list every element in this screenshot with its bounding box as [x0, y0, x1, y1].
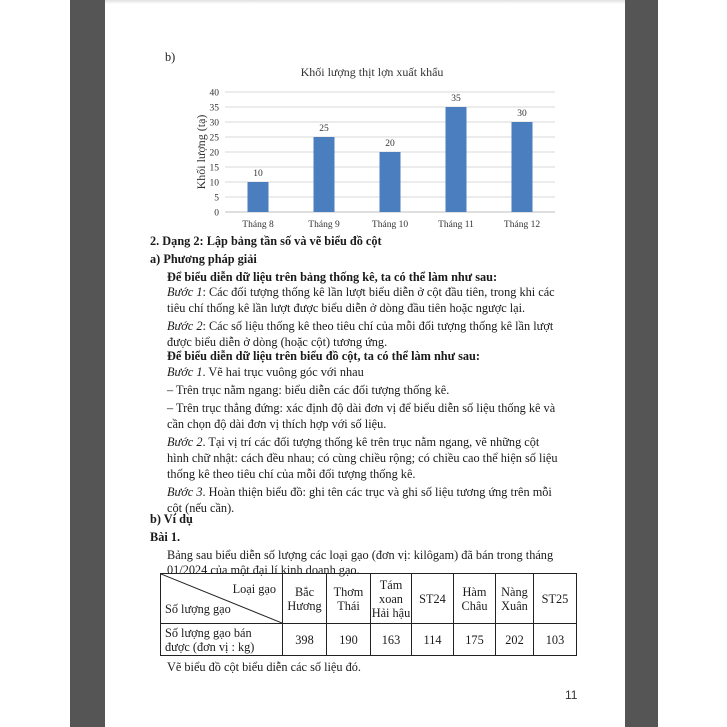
x-tick-label: Tháng 8 [242, 220, 274, 230]
y-tick-label: 0 [214, 208, 219, 219]
y-tick-label: 10 [209, 178, 219, 189]
x-tick-label: Tháng 12 [503, 220, 541, 230]
step-text: thống kê theo tiêu chí của mỗi đối tượng thống kê. [167, 467, 416, 481]
bar [446, 107, 467, 212]
table-value-cell: 202 [496, 624, 534, 656]
y-tick-label: 30 [209, 118, 219, 129]
x-tick-label: Tháng 9 [308, 220, 340, 230]
example-heading: b) Ví dụ [150, 512, 193, 526]
step-line [167, 364, 364, 380]
table-header-cell: Hàm Châu [454, 574, 496, 624]
section2-heading: 2. Dạng 2: Lập bảng tần số và vẽ biểu đồ cột [150, 234, 382, 248]
chart-x-ticks [242, 220, 540, 230]
chart-intro: Để biểu diễn dữ liệu trên biểu đồ cột, ta có thể làm như sau: [167, 349, 480, 363]
table-data-row [161, 624, 577, 656]
data-label: 30 [517, 109, 527, 119]
data-label: 35 [451, 94, 461, 104]
corner-top-label: Loại gạo [232, 582, 276, 596]
step-line [167, 484, 552, 500]
bar [380, 152, 401, 212]
table-value-cell: 190 [327, 624, 371, 656]
table-header-cell: ST25 [534, 574, 577, 624]
y-tick-label: 15 [209, 163, 219, 174]
chart-bars [248, 107, 533, 212]
table-header-cell: ST24 [412, 574, 454, 624]
y-tick-label: 25 [209, 133, 219, 144]
y-tick-label: 35 [209, 103, 219, 114]
step-label: Bước 2 [167, 319, 203, 333]
data-label: 10 [253, 169, 263, 179]
step-text: : Các số liệu thống kê theo tiêu chí của mỗi đối tượng thống kê lần lượt [202, 319, 554, 333]
table-header-cell: Tám xoan Hải hậu [371, 574, 412, 624]
step-text: cột (nếu cần). [167, 501, 235, 515]
step-line [167, 300, 525, 316]
step-line [167, 434, 539, 450]
exercise-title: Bài 1. [150, 530, 181, 544]
bar-chart [185, 60, 575, 235]
bar [248, 182, 269, 212]
table-intro: Để biểu diễn dữ liệu trên bảng thống kê, ta có thể làm như sau: [167, 270, 498, 284]
step-text: . Hoàn thiện biểu đồ: ghi tên các trục và ghi số liệu tương ứng trên mỗi [202, 485, 552, 499]
table-value-cell: 163 [371, 624, 412, 656]
exercise-text-line: Bảng sau biểu diễn số lượng các loại gạo (đơn vị: kilôgam) đã bán trong tháng [167, 548, 554, 562]
step-text: hình chữ nhật: cách đều nhau; có cùng chiều rộng; có chiều cao thể hiện số liệu [167, 451, 558, 465]
step-line [167, 400, 555, 416]
data-label: 25 [319, 124, 329, 134]
x-tick-label: Tháng 11 [438, 220, 474, 230]
table-header-cell: Thơm Thái [327, 574, 371, 624]
step-line [167, 318, 553, 334]
step-text: – Trên trục thẳng đứng: xác định độ dài đơn vị để biểu diễn số liệu thống kê và [167, 401, 556, 415]
y-tick-label: 5 [214, 193, 219, 204]
method-heading: a) Phương pháp giải [150, 252, 257, 266]
table-header-cell: Bắc Hương [283, 574, 327, 624]
section-b-label: b) [165, 50, 176, 64]
viewer-right-margin [625, 0, 658, 727]
y-tick-label: 20 [209, 148, 219, 159]
step-line [167, 284, 555, 300]
table-value-cell: 398 [283, 624, 327, 656]
bar [512, 122, 533, 212]
rice-sales-table [160, 573, 577, 656]
table-value-cell: 175 [454, 624, 496, 656]
step-label: Bước 1 [167, 365, 203, 379]
step-line [167, 466, 415, 482]
chart-title: Khối lượng thịt lợn xuất khẩu [300, 65, 444, 79]
step-text: – Trên trục nằm ngang: biểu diễn các đối tượng thống kê. [167, 383, 450, 397]
corner-bottom-label: Số lượng gạo [165, 602, 231, 616]
table-value-cell: 103 [534, 624, 577, 656]
step-text: . Tại vị trí các đối tượng thống kê trên trục nằm ngang, vẽ những cột [202, 435, 540, 449]
step-text: được biểu diễn ở dòng (hoặc cột) tương ứng. [167, 335, 388, 349]
table-corner-cell [161, 574, 283, 624]
table-value-cell: 114 [412, 624, 454, 656]
table-header-row [161, 574, 577, 624]
task-text: Vẽ biểu đồ cột biểu diễn các số liệu đó. [167, 660, 361, 674]
table-header-cell: Nàng Xuân [496, 574, 534, 624]
step-line [167, 416, 386, 432]
step-text: . Vẽ hai trục vuông góc với nhau [202, 365, 364, 379]
step-label: Bước 3 [167, 485, 203, 499]
chart-y-axis-label: Khối lượng (tạ) [194, 114, 208, 190]
page-number: 11 [565, 688, 578, 702]
step-line [167, 450, 557, 466]
x-tick-label: Tháng 10 [371, 220, 409, 230]
step-label: Bước 2 [167, 435, 203, 449]
step-text: cần chọn độ dài đơn vị thích hợp với số liệu. [167, 417, 387, 431]
bar [314, 137, 335, 212]
step-text: : Các đối tượng thống kê lần lượt biểu diễn ở cột đầu tiên, trong khi các [202, 285, 555, 299]
chart-y-ticks [210, 89, 220, 219]
page-top-shadow [105, 0, 625, 4]
viewer-left-margin [70, 0, 105, 727]
step-line [167, 382, 449, 398]
step-label: Bước 1 [167, 285, 203, 299]
table-row-label: Số lượng gạo bán được (đơn vị : kg) [161, 624, 283, 656]
data-label: 20 [385, 139, 395, 149]
step-text: tiêu chí thống kê lần lượt được biểu diễn ở dòng đầu tiên hoặc ngược lại. [167, 301, 526, 315]
y-tick-label: 40 [209, 88, 219, 99]
exercise-text-line: 01/2024 của một đại lí kinh doanh gạo. [167, 563, 360, 577]
